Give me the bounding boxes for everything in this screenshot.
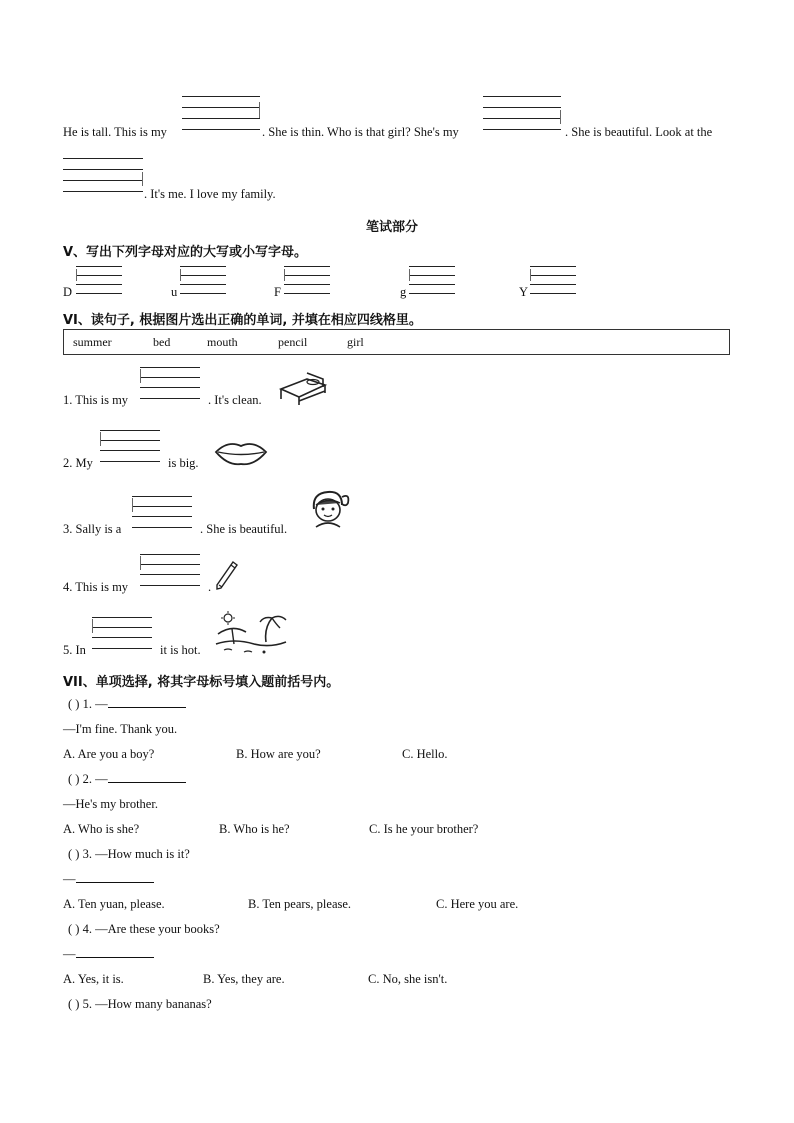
question-reply: —He's my brother.	[63, 797, 158, 811]
mouth-picture	[214, 440, 268, 466]
question-stem-text: ( ) 1. —	[68, 697, 108, 711]
word-bank-item: summer	[73, 335, 112, 349]
word-bank-item: girl	[347, 335, 364, 349]
answer-blank[interactable]	[108, 697, 186, 708]
question-stem: ( ) 4. —Are these your books?	[68, 922, 220, 936]
sentence-prefix: 1. This is my	[63, 393, 129, 407]
option-b[interactable]: B. Yes, they are.	[203, 972, 285, 986]
option-c[interactable]: C. Here you are.	[436, 897, 519, 911]
sentence-suffix: . She is beautiful.	[200, 522, 288, 536]
sentence-prefix: 2. My	[63, 456, 93, 470]
summer-beach-picture	[214, 610, 288, 656]
word-bank-item: mouth	[207, 335, 238, 349]
word-bank-item: pencil	[278, 335, 308, 349]
pencil-picture	[213, 560, 239, 592]
four-line-blank[interactable]	[92, 617, 152, 649]
option-b[interactable]: B. Ten pears, please.	[248, 897, 352, 911]
passage-line1-b: . She is thin. Who is that girl? She's my	[262, 125, 459, 139]
option-a[interactable]: A. Are you a boy?	[63, 747, 155, 761]
four-line-blank[interactable]	[284, 266, 330, 294]
passage-line1-a: He is tall. This is my	[63, 125, 167, 139]
four-line-blank[interactable]	[409, 266, 455, 294]
four-line-blank[interactable]	[140, 554, 200, 586]
sentence-suffix: .	[208, 580, 212, 594]
sentence-prefix: 4. This is my	[63, 580, 129, 594]
four-line-blank[interactable]	[132, 496, 192, 528]
answer-blank[interactable]	[108, 772, 186, 783]
sentence-suffix: . It's clean.	[208, 393, 262, 407]
option-b[interactable]: B. How are you?	[236, 747, 321, 761]
option-a[interactable]: A. Who is she?	[63, 822, 140, 836]
passage-line2: . It's me. I love my family.	[144, 187, 276, 201]
four-line-blank[interactable]	[140, 367, 200, 399]
letter-item: u	[171, 285, 178, 299]
option-c[interactable]: C. Hello.	[402, 747, 448, 761]
dash: —	[63, 872, 76, 886]
question-stem: ( ) 5. —How many bananas?	[68, 997, 212, 1011]
word-bank-item: bed	[153, 335, 171, 349]
answer-line	[63, 947, 154, 962]
letter-item: F	[274, 285, 281, 299]
answer-line	[63, 872, 154, 887]
section6-title: VI、读句子, 根据图片选出正确的单词, 并填在相应四线格里。	[63, 313, 422, 328]
answer-blank[interactable]	[76, 947, 154, 958]
four-line-blank[interactable]	[100, 430, 160, 462]
sentence-prefix: 5. In	[63, 643, 86, 657]
question-reply: —I'm fine. Thank you.	[63, 722, 178, 736]
section5-title: V、写出下列字母对应的大写或小写字母。	[63, 245, 308, 260]
bed-picture	[277, 371, 329, 405]
letter-item: D	[63, 285, 73, 299]
written-part-title: 笔试部分	[366, 220, 419, 235]
sentence-suffix: it is hot.	[160, 643, 201, 657]
sentence-suffix: is big.	[168, 456, 199, 470]
sentence-prefix: 3. Sally is a	[63, 522, 122, 536]
question-stem: ( ) 3. —How much is it?	[68, 847, 190, 861]
question-stem-text: ( ) 2. —	[68, 772, 108, 786]
option-c[interactable]: C. No, she isn't.	[368, 972, 448, 986]
girl-picture	[306, 487, 352, 529]
four-line-blank[interactable]	[530, 266, 576, 294]
four-line-blank[interactable]	[63, 158, 143, 194]
dash: —	[63, 947, 76, 961]
question-stem	[68, 697, 186, 712]
passage-line1-c: . She is beautiful. Look at the	[565, 125, 713, 139]
option-a[interactable]: A. Ten yuan, please.	[63, 897, 165, 911]
four-line-blank[interactable]	[76, 266, 122, 294]
option-a[interactable]: A. Yes, it is.	[63, 972, 124, 986]
letter-item: Y	[519, 285, 529, 299]
word-bank-box	[63, 329, 730, 355]
answer-blank[interactable]	[76, 872, 154, 883]
four-line-blank[interactable]	[182, 96, 260, 132]
letter-item: g	[400, 285, 407, 299]
section7-title: VII、单项选择, 将其字母标号填入题前括号内。	[63, 675, 340, 690]
four-line-blank[interactable]	[180, 266, 226, 294]
four-line-blank[interactable]	[483, 96, 561, 132]
question-stem	[68, 772, 186, 787]
option-c[interactable]: C. Is he your brother?	[369, 822, 479, 836]
option-b[interactable]: B. Who is he?	[219, 822, 290, 836]
